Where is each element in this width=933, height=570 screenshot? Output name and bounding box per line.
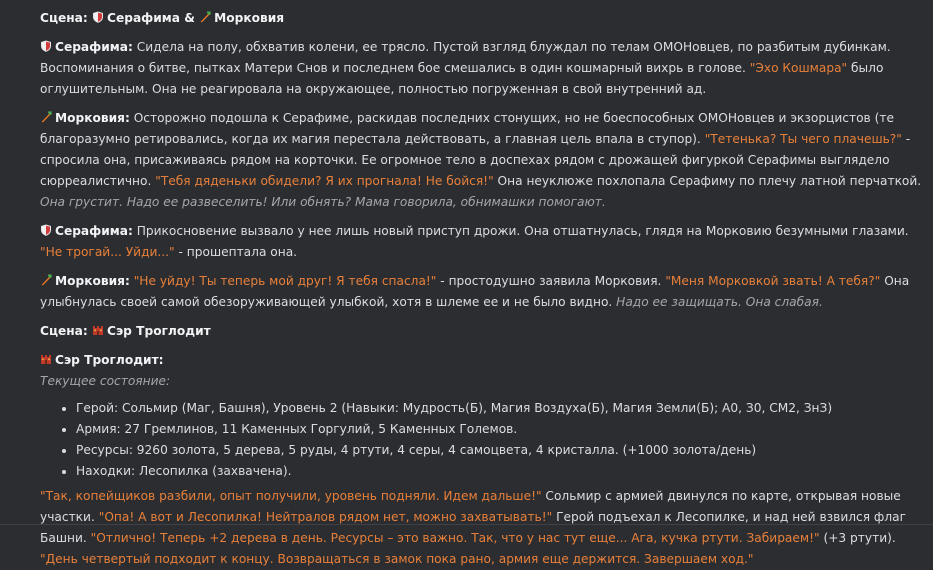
- status-hero: • Герой: Сольмир (Маг, Башня), Уровень 2 (Навыки: Мудрость(Б), Магия Воздуха(Б), Магия Земли(Б); А0, З0, СМ2, ЗнЗ): [76, 398, 923, 419]
- narration: (+3 ртути).: [819, 531, 896, 545]
- scene-label: Сцена:: [40, 324, 88, 338]
- narration: Она улыбнулась своей самой обезоруживающей улыбкой, хотя в шлеме ее и не было видно.: [40, 274, 910, 309]
- narration: - простодушно заявила Морковия.: [436, 274, 666, 288]
- castle-icon: [92, 324, 104, 336]
- narration: Прикосновение вызвало у нее лишь новый приступ дрожи. Она отшатнулась, глядя на Морковию безумными глазами.: [132, 224, 909, 238]
- narration: Герой подъехал к Лесопилке, и над ней взвился флаг Башни.: [40, 510, 907, 545]
- status-finds: • Находки: Лесопилка (захвачена).: [76, 461, 923, 482]
- speaker-name: Серафима:: [55, 40, 133, 54]
- shield-icon: [92, 11, 104, 23]
- speaker-name: Серафима:: [55, 224, 133, 238]
- thought: Она грустит. Надо ее развеселить! Или обнять? Мама говорила, обнимашки помогают.: [40, 195, 606, 209]
- status-list: [40, 398, 923, 482]
- scene-character-morkovia: Морковия: [214, 11, 285, 25]
- shield-icon: [40, 40, 52, 52]
- carrot-icon: [40, 111, 52, 123]
- carrot-icon: [199, 11, 211, 23]
- quote: "Меня Морковкой звать! А тебя?": [665, 274, 881, 288]
- current-state-label: Текущее состояние:: [40, 374, 171, 388]
- narration: было оглушительным. Она не реагировала на окружающее, полностью погруженная в свой внутренний ад.: [40, 61, 884, 96]
- paragraph-troglodyte-narration: [40, 486, 923, 570]
- thought: Надо ее защищать. Она слабая.: [616, 295, 823, 309]
- scene-character-seraphima: Серафима: [107, 11, 180, 25]
- speaker-name: Морковия:: [55, 111, 130, 125]
- narration: Сольмир с армией двинулся по карте, открывая новые участки.: [40, 489, 901, 524]
- quote: "Тебя дяденьки обидели? Я их прогнала! Не бойся!": [155, 174, 494, 188]
- narration: Осторожно подошла к Серафиме, раскидав последних стонущих, но не боеспособных ОМОНовцев и экзорцистов (те благоразумно ретировались, когда их магия перестала действовать, а главная цель впала в ступор).: [40, 111, 894, 146]
- troglodyte-heading: [40, 350, 923, 371]
- quote: "День четвертый подходит к концу. Возвращаться в замок пока рано, армия еще держится. Завершаем ход.": [40, 552, 754, 566]
- status-army: • Армия: 27 Гремлинов, 11 Каменных Горгулий, 5 Каменных Големов.: [76, 419, 923, 440]
- quote: "Отлично! Теперь +2 дерева в день. Ресурсы – это важно. Так, что у нас тут еще... Ага, кучка ртути. Забираем!": [90, 531, 820, 545]
- speaker-name: Морковия:: [55, 274, 130, 288]
- quote: "Так, копейщиков разбили, опыт получили, уровень подняли. Идем дальше!": [40, 489, 542, 503]
- paragraph-seraphima-2: [40, 221, 923, 263]
- quote: "Не уйду! Ты теперь мой друг! Я тебя спасла!": [133, 274, 437, 288]
- status-resources: • Ресурсы: 9260 золота, 5 дерева, 5 руды, 4 ртути, 4 серы, 4 самоцвета, 4 кристалла. (+1000 золота/день): [76, 440, 923, 461]
- narration: - спросила она, присаживаясь рядом на корточки. Ее огромное тело в доспехах рядом с дрожащей фигуркой Серафимы выглядело сюрреалистично.: [40, 132, 911, 188]
- scene-header-2: [40, 321, 923, 342]
- carrot-icon: [40, 274, 52, 286]
- paragraph-morkovia-1: [40, 108, 923, 213]
- quote: "Опа! А вот и Лесопилка! Нейтралов рядом нет, можно захватывать!": [98, 510, 553, 524]
- paragraph-morkovia-2: [40, 271, 923, 313]
- shield-icon: [40, 224, 52, 236]
- paragraph-seraphima-1: [40, 37, 923, 100]
- narration: Сидела на полу, обхватив колени, ее трясло. Пустой взгляд блуждал по телам ОМОНовцев, по разбитым дубинкам. Воспоминания о битве, пытках Матери Снов и последнем бое смешались в один кошмарный вихрь в голове.: [40, 40, 891, 75]
- quote: "Тетенька? Ты чего плачешь?": [704, 132, 902, 146]
- speaker-name: Сэр Троглодит:: [55, 353, 164, 367]
- quote: "Не трогай... Уйди...": [40, 245, 175, 259]
- scene-ampersand: &: [184, 11, 195, 25]
- scene-header-1: [40, 8, 923, 29]
- scene-label: Сцена:: [40, 11, 88, 25]
- narration: - прошептала она.: [174, 245, 298, 259]
- castle-icon: [40, 353, 52, 365]
- bottom-divider: [0, 524, 933, 525]
- scene-character-troglodyte: Сэр Троглодит: [107, 324, 211, 338]
- troglodyte-section: [40, 350, 923, 482]
- narration: Она неуклюже похлопала Серафиму по плечу латной перчаткой.: [493, 174, 922, 188]
- quote: "Эхо Кошмара": [749, 61, 848, 75]
